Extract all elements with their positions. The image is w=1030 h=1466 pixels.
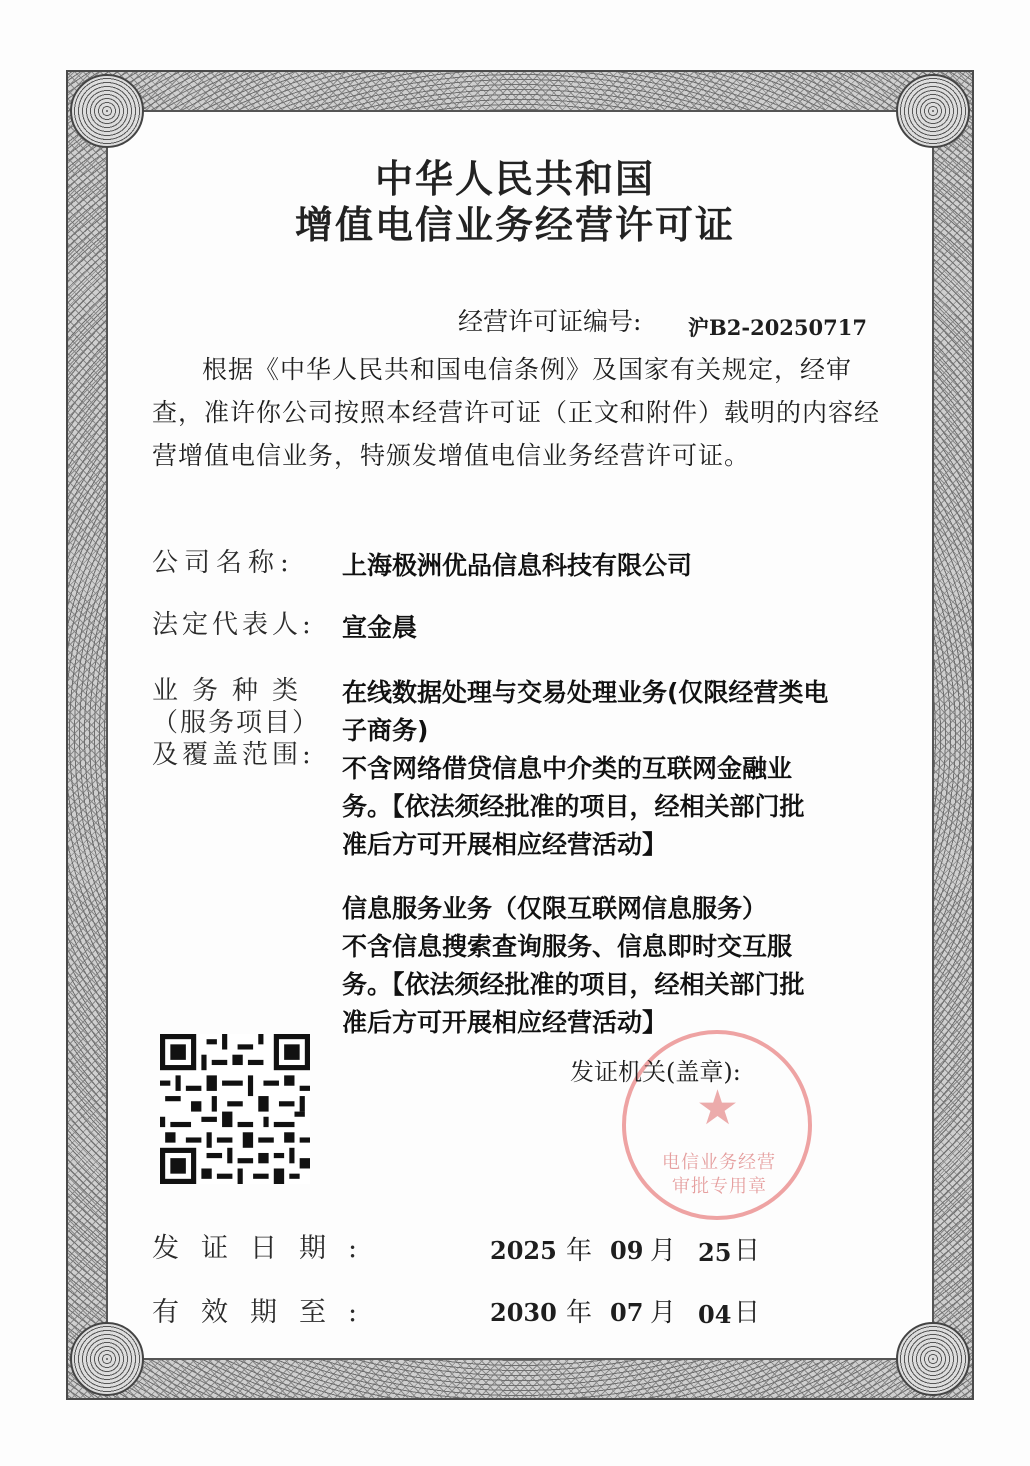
scope-line: 务。【依法须经批准的项目，经相关部门批 <box>342 970 805 999</box>
scope-line: 务。【依法须经批准的项目，经相关部门批 <box>342 792 805 821</box>
scope-line: 准后方可开展相应经营活动】 <box>342 830 668 859</box>
scope-line: 准后方可开展相应经营活动】 <box>342 1008 668 1037</box>
corner-ornament-icon <box>70 1322 144 1396</box>
month-unit: 月 <box>650 1298 677 1328</box>
issue-month: 09 <box>610 1236 644 1265</box>
month-unit: 月 <box>650 1236 677 1266</box>
valid-day: 04 <box>698 1300 732 1329</box>
valid-month: 07 <box>610 1298 644 1327</box>
corner-ornament-icon <box>896 74 970 148</box>
intro-paragraph: 根据《中华人民共和国电信条例》及国家有关规定，经审查，准许你公司按照本经营许可证（正文和附件）载明的内容经营增值电信业务，特颁发增值电信业务经营许可证。 <box>152 355 881 470</box>
business-type-label: 业务种类 <box>152 676 313 706</box>
coverage-label: 及覆盖范围: <box>152 740 315 770</box>
day-unit: 日 <box>734 1298 761 1328</box>
star-icon: ★ <box>696 1080 740 1136</box>
scope-line: 不含网络借贷信息中介类的互联网金融业 <box>342 754 793 783</box>
year-unit: 年 <box>566 1298 593 1328</box>
year-unit: 年 <box>566 1236 593 1266</box>
valid-until-label: 有效期至: <box>152 1297 380 1328</box>
license-number-label: 经营许可证编号: <box>458 307 642 336</box>
title-line-1: 中华人民共和国 <box>374 156 655 201</box>
scope-line: 子商务) <box>342 716 429 745</box>
business-scope-2 <box>342 890 890 1042</box>
company-name: 上海极洲优品信息科技有限公司 <box>342 551 693 580</box>
scope-line: 信息服务业务（仅限互联网信息服务） <box>342 894 768 923</box>
issue-date-label: 发证日期: <box>152 1233 380 1264</box>
title-line-2: 增值电信业务经营许可证 <box>294 202 735 247</box>
valid-year: 2030 <box>490 1298 557 1327</box>
issuing-authority-label: 发证机关(盖章): <box>570 1058 741 1086</box>
issue-day: 25 <box>698 1238 732 1267</box>
seal-text: 电信业务经营 <box>662 1152 776 1173</box>
business-scope-1 <box>342 674 890 864</box>
scope-line: 在线数据处理与交易处理业务(仅限经营类电 <box>342 678 829 707</box>
service-items-label: （服务项目） <box>152 708 321 738</box>
company-name-label: 公司名称: <box>152 548 295 578</box>
legal-representative-label: 法定代表人: <box>152 610 315 640</box>
license-number: 沪B2-20250717 <box>688 315 867 340</box>
seal-text: 审批专用章 <box>672 1176 767 1197</box>
qr-code-icon <box>160 1034 310 1184</box>
legal-representative: 宣金晨 <box>342 613 418 642</box>
issue-year: 2025 <box>490 1236 557 1265</box>
scope-line: 不含信息搜索查询服务、信息即时交互服 <box>342 932 793 961</box>
corner-ornament-icon <box>896 1322 970 1396</box>
day-unit: 日 <box>734 1236 761 1266</box>
corner-ornament-icon <box>70 74 144 148</box>
